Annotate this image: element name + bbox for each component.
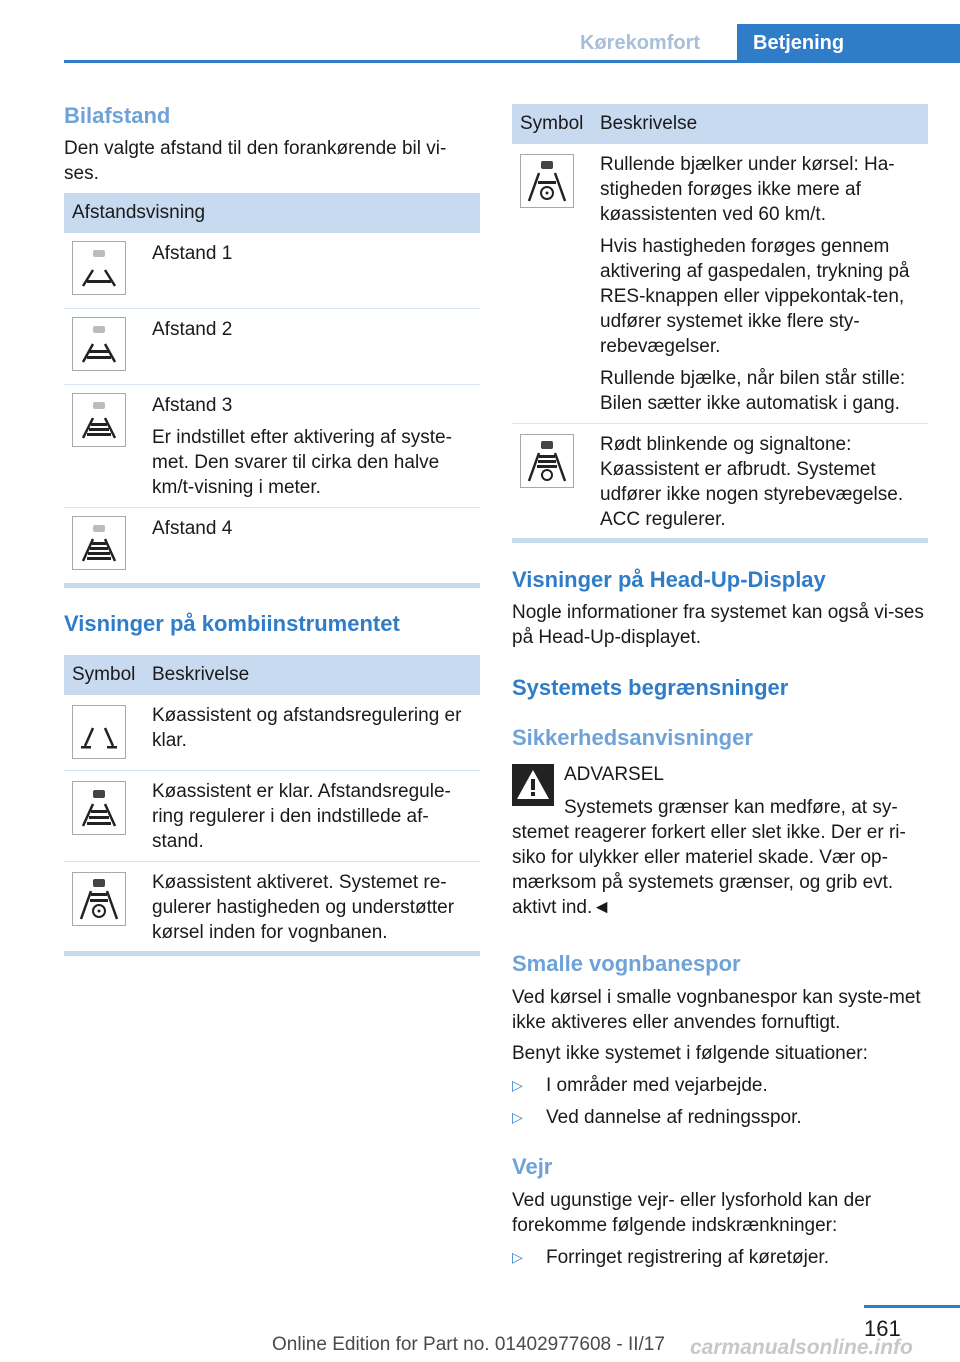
page-number: 161 <box>864 1316 901 1341</box>
distance-2-icon <box>72 317 126 371</box>
distance-3-text <box>152 393 480 500</box>
distance-3-description: Er indstillet efter aktivering af syste-met. Den svarer til cirka den halve km/t-visning i meter. <box>152 427 452 498</box>
description-col-header: Beskrivelse <box>600 113 698 134</box>
narrow-lanes-text: Ved kørsel i smalle vognbanespor kan syste-met ikke aktiveres eller anvendes fornuftigt. <box>512 987 921 1033</box>
table-row <box>64 385 480 508</box>
symbol-row-2-text: Køassistent er klar. Afstandsregule-ring regulerer i den indstillede af-stand. <box>152 781 451 852</box>
header-rule <box>64 60 960 63</box>
bullet-triangle-icon: ▷ <box>512 1249 523 1265</box>
symbol-table-end-right <box>512 538 928 543</box>
distance-header-label: Afstandsvisning <box>72 202 206 223</box>
table-row <box>64 695 480 771</box>
hud-heading: Visninger på Head-Up-Display <box>512 567 826 592</box>
kombi-heading: Visninger på kombiinstrumentet <box>64 611 400 636</box>
table-row <box>512 424 928 540</box>
weather-text: Ved ugunstige vejr- eller lysforhold kan der forekomme følgende indskrænkninger: <box>512 1190 872 1236</box>
bilafstand-heading: Bilafstand <box>64 103 171 128</box>
footer-rule <box>864 1305 960 1308</box>
symbol-table-header-right <box>512 104 928 144</box>
table-row <box>64 862 480 952</box>
watermark: carmanualsonline.info <box>690 1336 913 1359</box>
bullet-triangle-icon: ▷ <box>512 1077 523 1093</box>
warning-label: ADVARSEL <box>564 764 664 785</box>
car-steering-icon <box>72 872 126 926</box>
distance-1-icon <box>72 241 126 295</box>
rolling-bars-text <box>600 152 928 416</box>
rolling-bars-para-2: Hvis hastigheden forøges gennem aktivering af gaspedalen, trykning på RES-knappen eller vippekontak-ten, udfører systemet ikke flere sty-rebevægelser. <box>600 236 910 357</box>
distance-3-label: Afstand 3 <box>152 395 233 416</box>
distance-3-icon <box>72 393 126 447</box>
distance-4-icon <box>72 516 126 570</box>
bullet-triangle-icon: ▷ <box>512 1109 523 1125</box>
red-blinking-icon <box>520 434 574 488</box>
table-row <box>512 144 928 424</box>
limits-heading: Systemets begrænsninger <box>512 675 789 700</box>
rolling-bars-para-3: Rullende bjælke, når bilen står stille: Bilen sætter ikke automatisk i gang. <box>600 368 906 414</box>
safety-heading: Sikkerhedsanvisninger <box>512 725 753 750</box>
narrow-lanes-intro: Benyt ikke systemet i følgende situationer: <box>512 1043 868 1064</box>
narrow-lanes-heading: Smalle vognbanespor <box>512 951 741 976</box>
distance-4-label: Afstand 4 <box>152 518 233 539</box>
table-row <box>64 233 480 309</box>
symbol-table-end <box>64 951 480 956</box>
bilafstand-text: Den valgte afstand til den forankørende bil vi-ses. <box>64 138 447 184</box>
symbol-col-header: Symbol <box>72 664 136 685</box>
table-row <box>64 309 480 385</box>
section-tab-korekomfort[interactable]: Kørekomfort <box>580 32 701 54</box>
symbol-table-header <box>64 655 480 695</box>
weather-heading: Vejr <box>512 1154 553 1179</box>
warning-text: Systemets grænser kan medføre, at sy-stemet reagerer forkert eller slet ikke. Der er ri-siko for ulykker eller materiel skade. Vær op-mærksom på systemets grænser, og grib evt. aktivt ind.◄ <box>512 797 906 918</box>
car-distance-icon <box>72 781 126 835</box>
distance-table-end <box>64 583 480 588</box>
symbol-col-header: Symbol <box>520 113 584 134</box>
distance-1-label: Afstand 1 <box>152 243 233 264</box>
red-blinking-text: Rødt blinkende og signaltone: Køassistent er afbrudt. Systemet udfører ikke nogen styrebevægelse. ACC regulerer. <box>600 434 904 530</box>
description-col-header: Beskrivelse <box>152 664 250 685</box>
table-row <box>64 771 480 862</box>
section-tab-betjening[interactable]: Betjening <box>737 24 960 62</box>
rolling-bars-para-1: Rullende bjælker under kørsel: Ha-stigheden forøges ikke mere af køassistenten ved 60 km/t. <box>600 154 895 225</box>
distance-table-header <box>64 193 480 233</box>
lane-lines-icon <box>72 705 126 759</box>
symbol-row-1-text: Køassistent og afstandsregulering er klar. <box>152 705 462 751</box>
symbol-row-3-text: Køassistent aktiveret. Systemet re-gulerer hastigheden og understøtter kørsel inden for vognbanen. <box>152 872 455 943</box>
hud-text: Nogle informationer fra systemet kan også vi-ses på Head-Up-displayet. <box>512 602 924 648</box>
rolling-bars-icon <box>520 154 574 208</box>
distance-2-label: Afstand 2 <box>152 319 233 340</box>
table-row <box>64 508 480 584</box>
edition-footer: Online Edition for Part no. 01402977608 - II/17 <box>272 1334 665 1355</box>
